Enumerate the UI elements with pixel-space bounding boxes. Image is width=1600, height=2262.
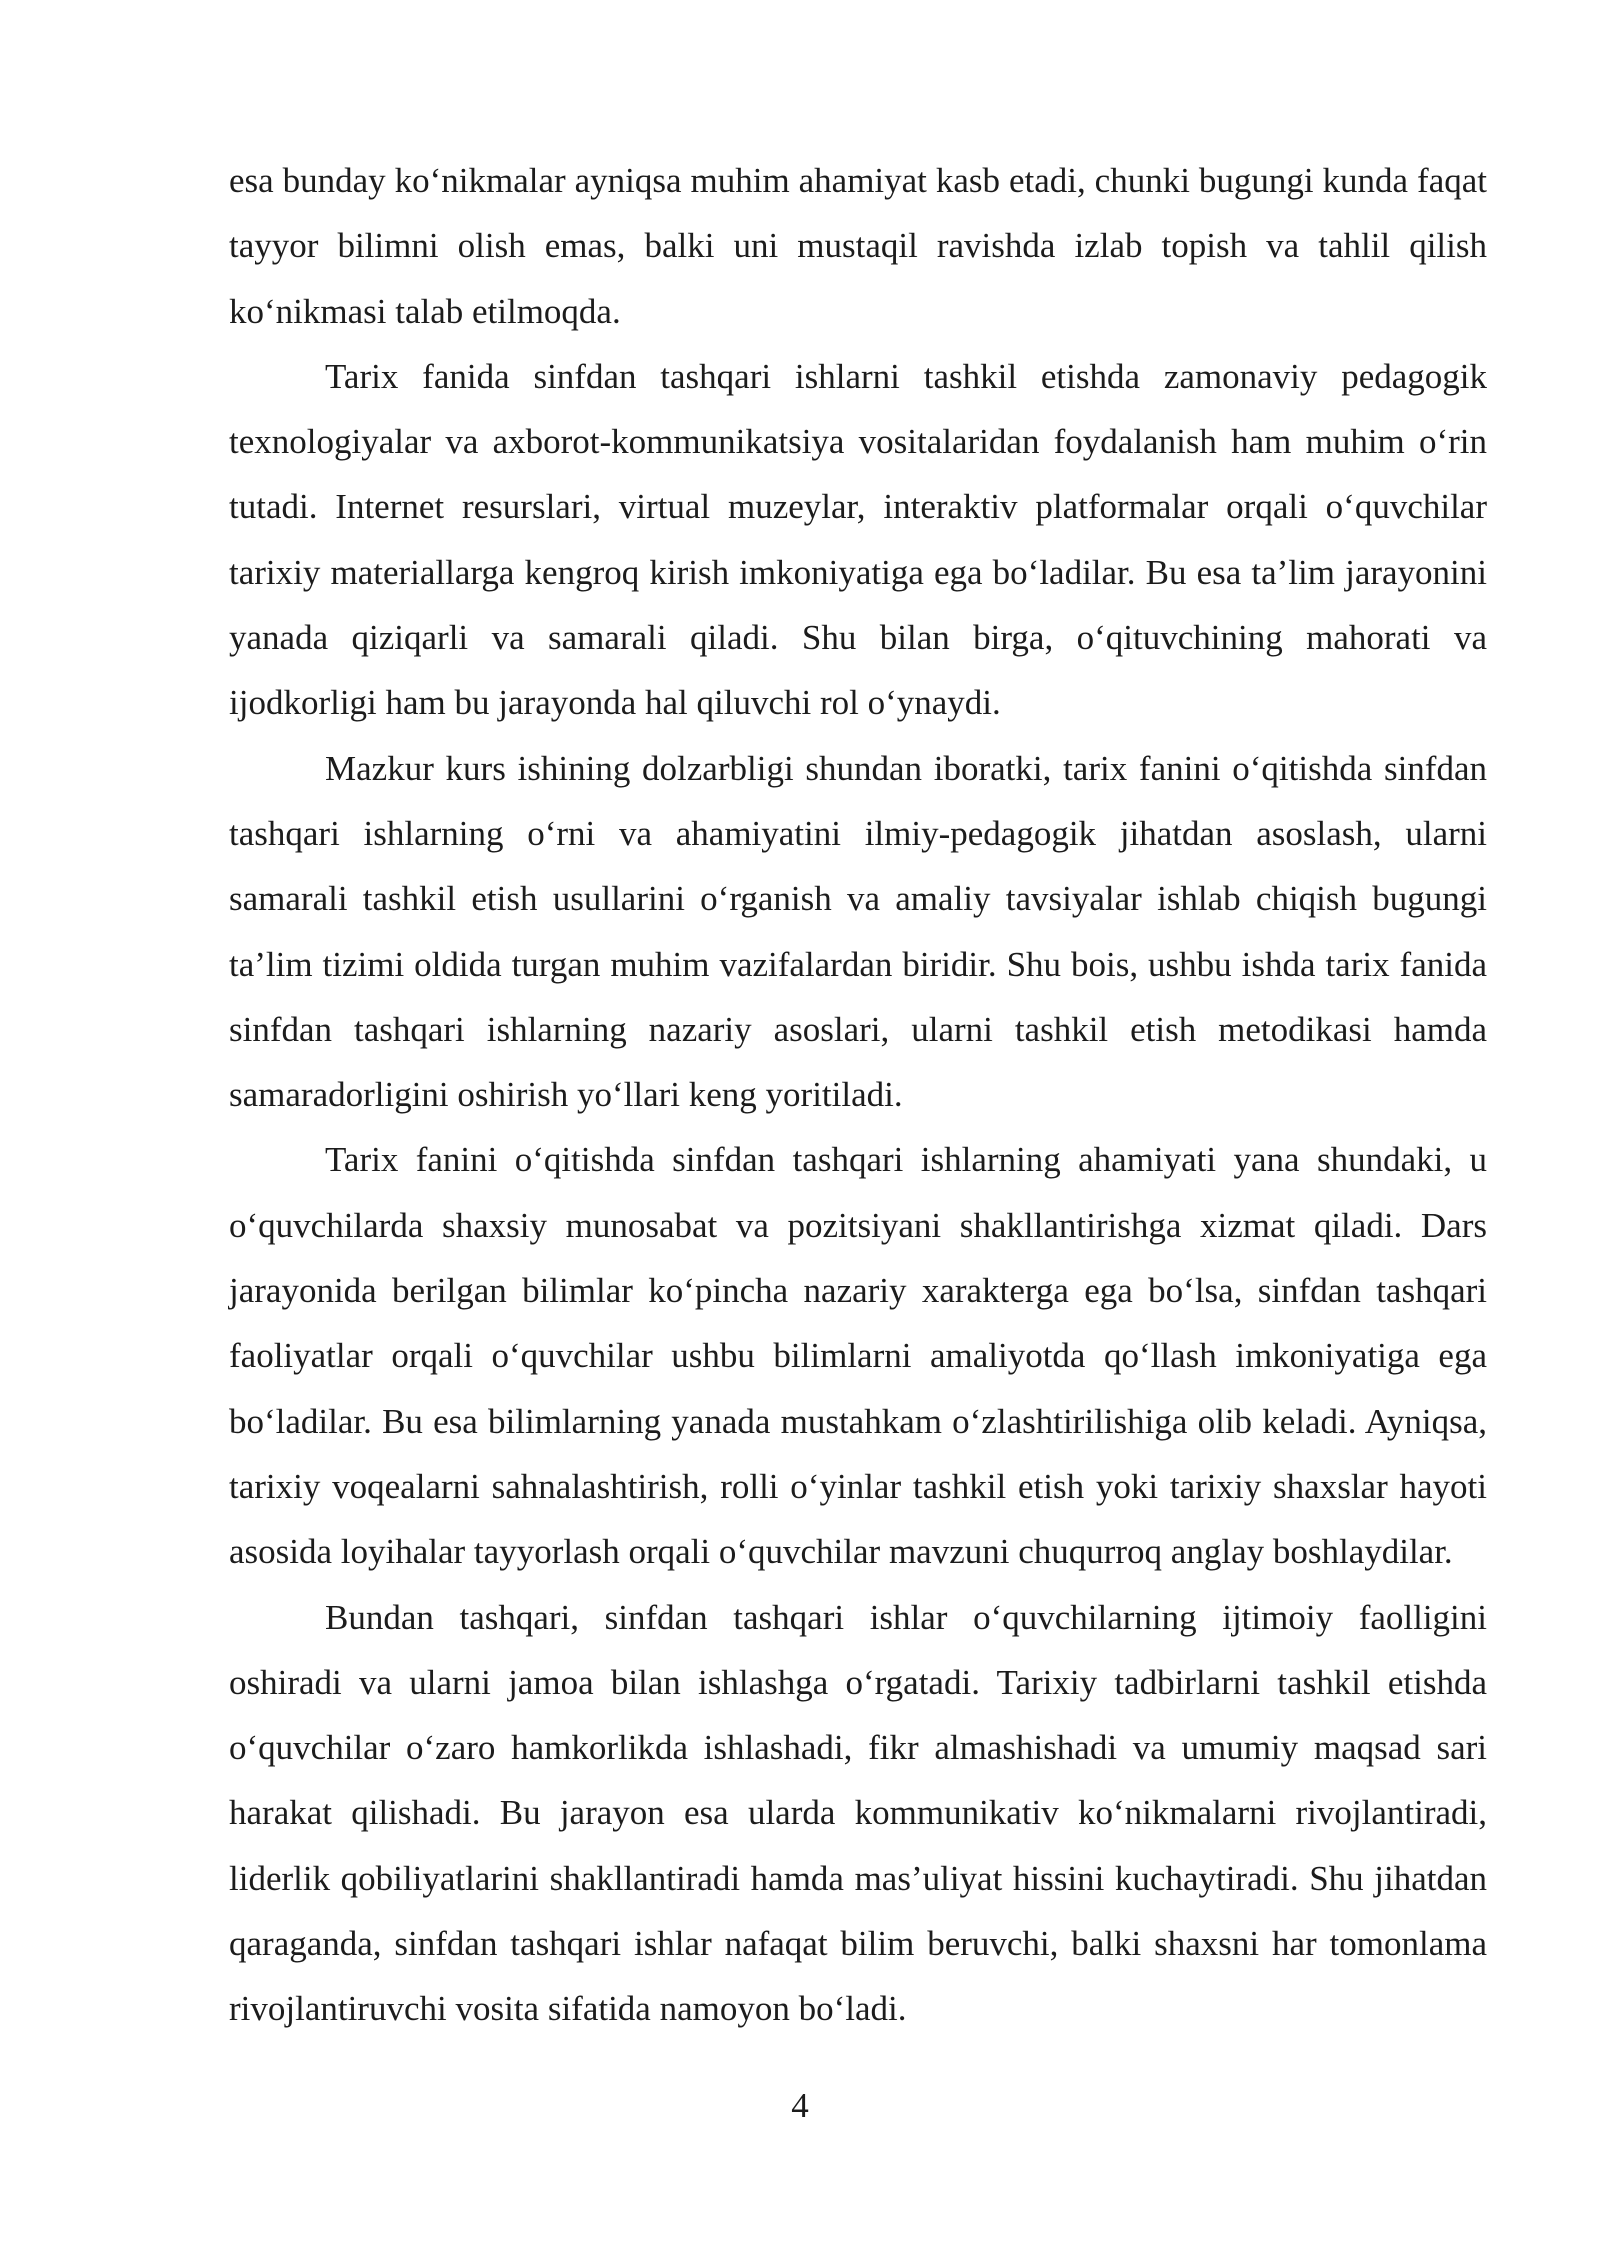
document-body — [229, 148, 1487, 2042]
page-number: 4 — [791, 2086, 809, 2125]
paragraph-technologies: Tarix fanida sinfdan tashqari ishlarni tashkil etishda zamonaviy pedagogik texnologiyalar va axborot-kommunikatsiya vositalaridan foydalanish ham muhim o‘rin tutadi. Internet resurslari, virtual muzeylar, interaktiv platformalar orqali o‘quvchilar tarixiy materiallarga kengroq kirish imkoniyatiga ega bo‘ladilar. Bu esa ta’lim jarayonini yanada qiziqarli va samarali qiladi. Shu bilan birga, o‘qituvchining mahorati va ijodkorligi ham bu jarayonda hal qiluvchi rol o‘ynaydi. — [229, 356, 1487, 723]
paragraph-importance: Tarix fanini o‘qitishda sinfdan tashqari ishlarning ahamiyati yana shundaki, u o‘quvchilarda shaxsiy munosabat va pozitsiyani shakllantirishga xizmat qiladi. Dars jarayonida berilgan bilimlar ko‘pincha nazariy xarakterga ega bo‘lsa, sinfdan tashqari faoliyatlar orqali o‘quvchilar ushbu bilimlarni amaliyotda qo‘llash imkoniyatiga ega bo‘ladilar. Bu esa bilimlarning yanada mustahkam o‘zlashtirilishiga olib keladi. Ayniqsa, tarixiy voqealarni sahnalashtirish, rolli o‘yinlar tashkil etish yoki tarixiy shaxslar hayoti asosida loyihalar tayyorlash orqali o‘quvchilar mavzuni chuqurroq anglay boshlaydilar. — [229, 1140, 1487, 1572]
paragraph-social-activity: Bundan tashqari, sinfdan tashqari ishlar o‘quvchilarning ijtimoiy faolligini oshiradi va ularni jamoa bilan ishlashga o‘rgatadi. Tarixiy tadbirlarni tashkil etishda o‘quvchilar o‘zaro hamkorlikda ishlashadi, fikr almashishadi va umumiy maqsad sari harakat qilishadi. Bu jarayon esa ularda kommunikativ ko‘nikmalarni rivojlantiradi, liderlik qobiliyatlarini shakllantiradi hamda mas’uliyat hissini kuchaytiradi. Shu jihatdan qaraganda, sinfdan tashqari ishlar nafaqat bilim beruvchi, balki shaxsni har tomonlama rivojlantiruvchi vosita sifatida namoyon bo‘ladi. — [229, 1597, 1487, 2029]
paragraph-continuation: esa bunday ko‘nikmalar ayniqsa muhim ahamiyat kasb etadi, chunki bugungi kunda faqat tayyor bilimni olish emas, balki uni mustaqil ravishda izlab topish va tahlil qilish ko‘nikmasi talab etilmoqda. — [229, 161, 1487, 331]
paragraph-relevance: Mazkur kurs ishining dolzarbligi shundan iboratki, tarix fanini o‘qitishda sinfdan tashqari ishlarning o‘rni va ahamiyatini ilmiy-pedagogik jihatdan asoslash, ularni samarali tashkil etish usullarini o‘rganish va amaliy tavsiyalar ishlab chiqish bugungi ta’lim tizimi oldida turgan muhim vazifalardan biridir. Shu bois, ushbu ishda tarix fanida sinfdan tashqari ishlarning nazariy asoslari, ularni tashkil etish metodikasi hamda samaradorligini oshirish yo‘llari keng yoritiladi. — [229, 748, 1487, 1115]
